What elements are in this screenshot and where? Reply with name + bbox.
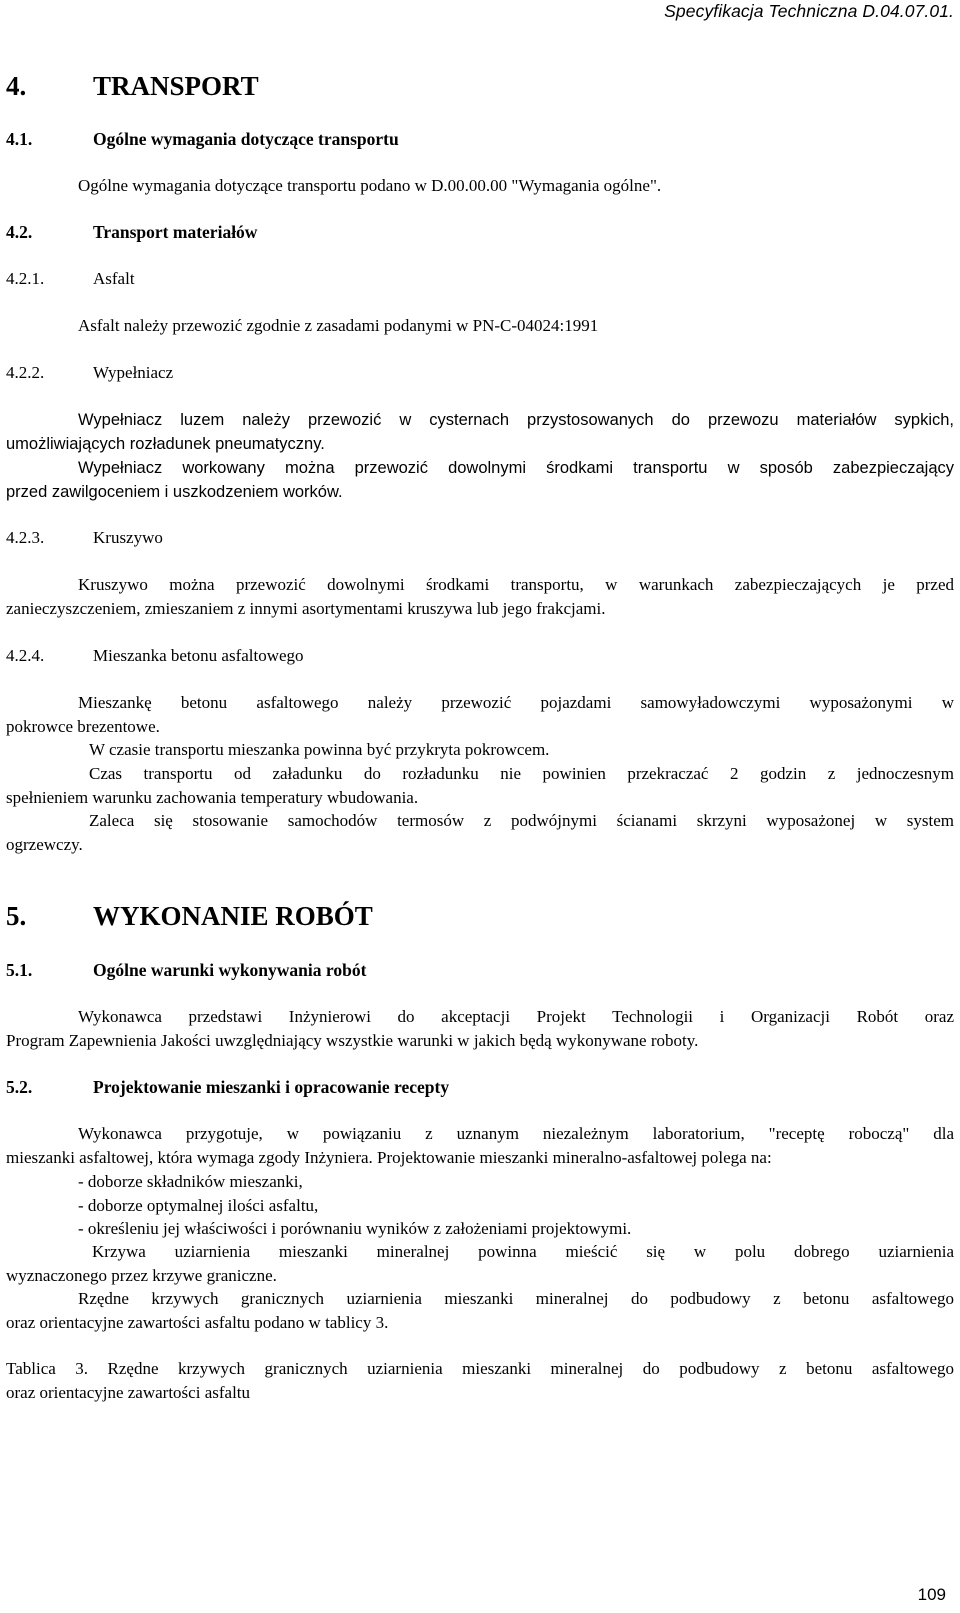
paragraph-line: umożliwiających rozładunek pneumatyczny. <box>6 435 325 453</box>
section-number: 4.2. <box>6 222 33 242</box>
section-number: 5. <box>6 901 27 931</box>
section-title: Transport materiałów <box>93 222 258 242</box>
paragraph-line: Wykonawca przedstawi Inżynierowi do akceptacji Projekt Technologii i Organizacji Robót oraz <box>78 1007 954 1026</box>
running-header: Specyfikacja Techniczna D.04.07.01. <box>664 1 954 21</box>
section-number: 4. <box>6 71 27 101</box>
section-title: Mieszanka betonu asfaltowego <box>93 646 304 665</box>
paragraph-line: spełnieniem warunku zachowania temperatury wbudowania. <box>6 788 419 807</box>
paragraph: Ogólne wymagania dotyczące transportu podano w D.00.00.00 "Wymagania ogólne". <box>78 176 662 195</box>
section-number: 5.2. <box>6 1077 33 1097</box>
section-title: Projektowanie mieszanki i opracowanie recepty <box>93 1077 450 1097</box>
paragraph-line: Wypełniacz workowany można przewozić dowolnymi środkami transportu w sposób zabezpieczający <box>78 459 954 477</box>
section-number: 5.1. <box>6 960 33 980</box>
table-caption-line: oraz orientacyjne zawartości asfaltu <box>6 1383 251 1402</box>
section-number: 4.2.4. <box>6 646 45 665</box>
section-number: 4.1. <box>6 129 33 149</box>
section-number: 4.2.1. <box>6 269 45 288</box>
paragraph-line: oraz orientacyjne zawartości asfaltu podano w tablicy 3. <box>6 1313 389 1332</box>
paragraph-line: Wypełniacz luzem należy przewozić w cysternach przystosowanych do przewozu materiałów sypkich, <box>78 411 954 429</box>
section-number: 4.2.2. <box>6 363 45 382</box>
bullet-item: - doborze składników mieszanki, <box>78 1172 303 1191</box>
paragraph-line: Rzędne krzywych granicznych uziarnienia mieszanki mineralnej do podbudowy z betonu asfaltowego <box>78 1289 954 1308</box>
section-title: Asfalt <box>93 269 135 288</box>
paragraph-line: zanieczyszczeniem, zmieszaniem z innymi asortymentami kruszywa lub jego frakcjami. <box>6 599 606 618</box>
paragraph-line: Kruszywo można przewozić dowolnymi środkami transportu, w warunkach zabezpieczających je przed <box>78 575 954 594</box>
section-title: Kruszywo <box>93 528 163 547</box>
table-caption-line: Tablica 3. Rzędne krzywych granicznych uziarnienia mieszanki mineralnej do podbudowy z betonu asfaltowego <box>6 1359 954 1378</box>
paragraph-line: mieszanki asfaltowej, która wymaga zgody Inżyniera. Projektowanie mieszanki mineralno-asfaltowej polega na: <box>6 1148 772 1167</box>
paragraph-line: Czas transportu od załadunku do rozładunku nie powinien przekraczać 2 godzin z jednoczesnym <box>89 764 954 783</box>
section-number: 4.2.3. <box>6 528 45 547</box>
paragraph: Asfalt należy przewozić zgodnie z zasadami podanymi w PN-C-04024:1991 <box>78 316 599 335</box>
section-title: Wypełniacz <box>93 363 174 382</box>
paragraph-line: przed zawilgoceniem i uszkodzeniem worków. <box>6 483 343 501</box>
section-title: Ogólne wymagania dotyczące transportu <box>93 129 399 149</box>
paragraph-line: ogrzewczy. <box>6 835 83 854</box>
section-title: Ogólne warunki wykonywania robót <box>93 960 367 980</box>
paragraph-line: Program Zapewnienia Jakości uwzględniający wszystkie warunki w jakich będą wykonywane roboty. <box>6 1031 699 1050</box>
paragraph-line: Wykonawca przygotuje, w powiązaniu z uznanym niezależnym laboratorium, "receptę roboczą" dla <box>78 1124 954 1143</box>
bullet-item: - określeniu jej właściwości i porównaniu wyników z założeniami projektowymi. <box>78 1219 632 1238</box>
page-number: 109 <box>917 1585 946 1604</box>
paragraph-line: Mieszankę betonu asfaltowego należy przewozić pojazdami samowyładowczymi wyposażonymi w <box>78 693 954 712</box>
paragraph-line: wyznaczonego przez krzywe graniczne. <box>6 1266 277 1285</box>
bullet-item: - doborze optymalnej ilości asfaltu, <box>78 1196 319 1215</box>
paragraph-line: pokrowce brezentowe. <box>6 717 160 736</box>
paragraph-line: Krzywa uziarnienia mieszanki mineralnej powinna mieścić się w polu dobrego uziarnienia <box>92 1242 954 1261</box>
paragraph-line: Zaleca się stosowanie samochodów termosów z podwójnymi ścianami skrzyni wyposażonej w system <box>89 811 954 830</box>
section-title: WYKONANIE ROBÓT <box>93 901 373 931</box>
paragraph-line: W czasie transportu mieszanka powinna być przykryta pokrowcem. <box>89 740 550 759</box>
section-title: TRANSPORT <box>93 71 259 101</box>
